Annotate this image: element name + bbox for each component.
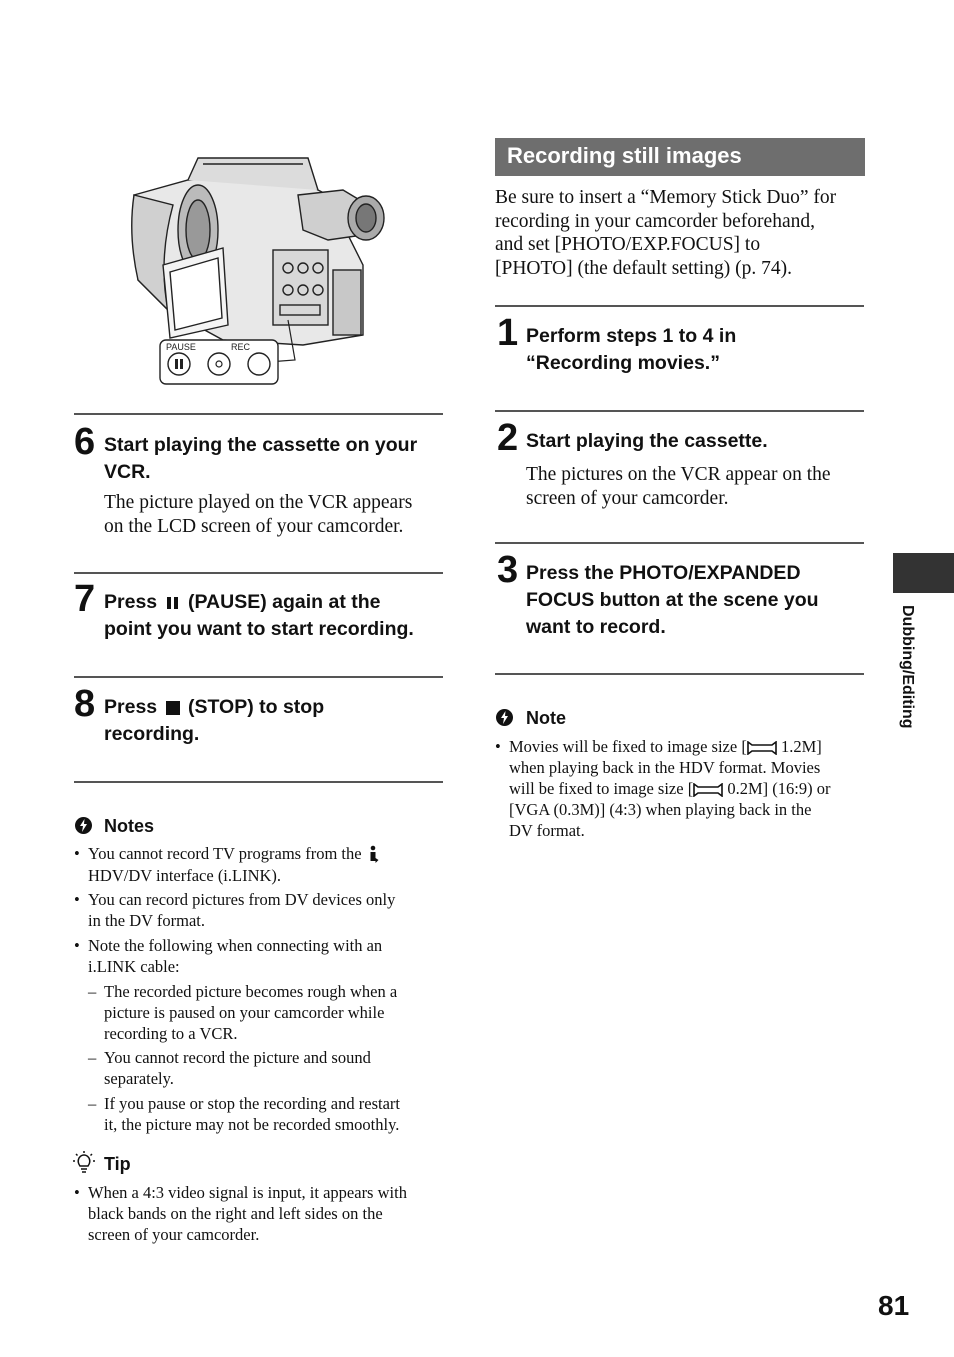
note-heading: Note xyxy=(526,708,566,728)
step-3-title: Press the PHOTO/EXPANDED FOCUS button at the scene you want to record. xyxy=(526,562,819,638)
hdv-dv-icon xyxy=(368,845,380,865)
step-2-number: 2 xyxy=(497,417,519,459)
chapter-label: Dubbing/Editing xyxy=(899,605,916,729)
step-6-number: 6 xyxy=(74,421,96,463)
step-7-title: Press (PAUSE) again at the point you want to start recording. xyxy=(104,591,414,640)
step-8-number: 8 xyxy=(74,683,96,725)
image-size-icon xyxy=(693,783,723,797)
page-number: 81 xyxy=(878,1290,910,1321)
note-icon xyxy=(495,708,514,727)
step-3-number: 3 xyxy=(497,549,519,591)
step-6-title: Start playing the cassette on your VCR. xyxy=(104,434,418,483)
image-size-icon xyxy=(747,741,777,755)
note-icon xyxy=(74,816,93,835)
chapter-tab xyxy=(893,553,954,593)
intro-paragraph: Be sure to insert a “Memory Stick Duo” for recording in your camcorder beforehand, and set [PHOTO/EXP.FOCUS] to [PHOTO] (the default setting) (p. 74). xyxy=(495,187,837,279)
section-header xyxy=(495,138,865,176)
section-title: Recording still images xyxy=(507,143,742,168)
rec-label: REC xyxy=(231,342,251,352)
step-1-title: Perform steps 1 to 4 in “Recording movies.” xyxy=(526,325,737,374)
step-2-title: Start playing the cassette. xyxy=(526,430,768,452)
step-8-title: Press (STOP) to stop recording. xyxy=(104,696,325,745)
tip-heading: Tip xyxy=(104,1154,131,1174)
camcorder-illustration xyxy=(128,150,390,390)
pause-label: PAUSE xyxy=(166,342,196,352)
step-1-number: 1 xyxy=(497,312,519,354)
stop-icon xyxy=(166,701,180,715)
pause-icon xyxy=(166,596,180,610)
notes-heading: Notes xyxy=(104,816,155,836)
step-7-number: 7 xyxy=(74,578,96,620)
step-2-body: The pictures on the VCR appear on the screen of your camcorder. xyxy=(526,464,831,509)
step-6-body: The picture played on the VCR appears on the LCD screen of your camcorder. xyxy=(104,492,413,537)
lightbulb-icon xyxy=(73,1151,95,1175)
